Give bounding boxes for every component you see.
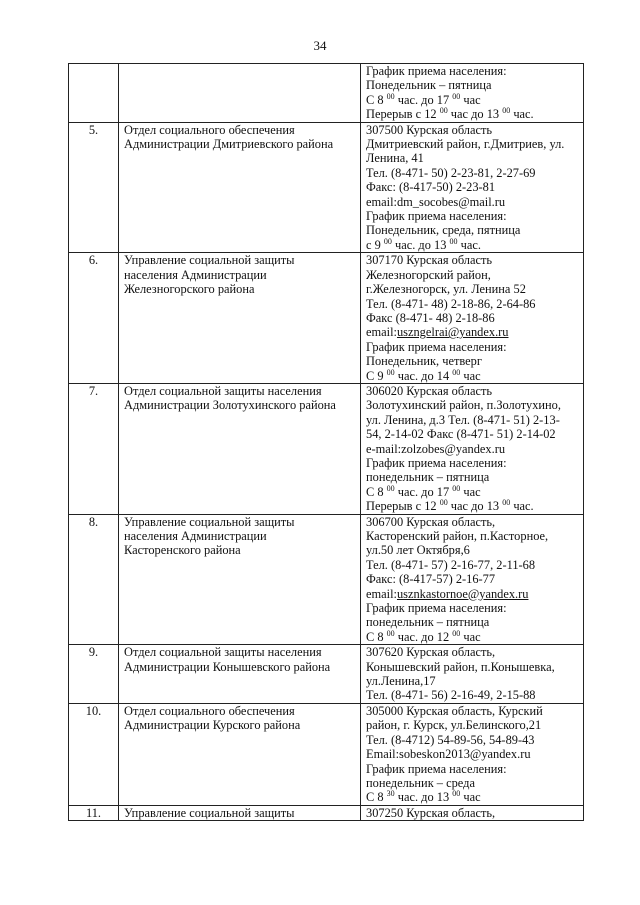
contact-info-line bbox=[366, 806, 580, 820]
email-link[interactable]: usznkastornoe@yandex.ru bbox=[396, 586, 529, 601]
agency-name-line: Администрации Золотухинского района bbox=[124, 398, 336, 413]
agency-name-line: Администрации Дмитриевского района bbox=[124, 137, 334, 152]
contact-info-line bbox=[366, 442, 580, 456]
contact-text: г.Железногорск, ул. Ленина 52 bbox=[366, 282, 526, 297]
contact-info-line bbox=[366, 601, 580, 615]
contact-text: Дмитриевский район, г.Дмитриев, ул. bbox=[366, 137, 565, 152]
table-row bbox=[69, 703, 584, 805]
contact-text: 306700 Курская область, bbox=[366, 514, 496, 529]
contact-info-cell bbox=[361, 514, 584, 645]
time-minutes-superscript: 00 bbox=[439, 499, 448, 508]
time-minutes-superscript: 00 bbox=[439, 107, 448, 116]
contact-text: С 9 bbox=[366, 368, 387, 383]
table-row bbox=[69, 514, 584, 645]
contact-info-line bbox=[366, 733, 580, 747]
contact-info-line bbox=[366, 645, 580, 659]
row-number: 11. bbox=[69, 805, 119, 820]
contact-text: час. до 13 bbox=[394, 790, 453, 805]
contact-info-line bbox=[366, 369, 580, 383]
agency-name-line: Администрации Курского района bbox=[124, 718, 301, 733]
contact-info-line bbox=[366, 166, 580, 180]
agency-name-cell bbox=[119, 122, 361, 253]
contact-text: Факс: (8-417-50) 2-23-81 bbox=[366, 180, 496, 195]
contact-text: час bbox=[460, 629, 481, 644]
contact-text: График приема населения: bbox=[366, 209, 507, 224]
contact-text: Понедельник – пятница bbox=[366, 78, 492, 93]
contact-text: понедельник – пятница bbox=[366, 615, 490, 630]
contact-text: район, г. Курск, ул.Белинского,21 bbox=[366, 718, 542, 733]
row-number: 9. bbox=[69, 645, 119, 704]
contact-text: Email:sobeskon2013@yandex.ru bbox=[366, 747, 531, 762]
agency-name-line: Администрации Конышевского района bbox=[124, 659, 331, 674]
time-minutes-superscript: 30 bbox=[386, 790, 395, 799]
contact-text: Тел. (8-471- 48) 2-18-86, 2-64-86 bbox=[366, 296, 536, 311]
contact-info-line bbox=[366, 790, 580, 804]
contact-info-line bbox=[366, 78, 580, 92]
contact-info-line bbox=[366, 180, 580, 194]
contact-text: 307620 Курская область, bbox=[366, 645, 496, 660]
row-number: 5. bbox=[69, 122, 119, 253]
table-row bbox=[69, 64, 584, 123]
email-link[interactable]: uszngelrai@yandex.ru bbox=[396, 325, 509, 340]
agency-name-cell bbox=[119, 253, 361, 384]
contact-text: час bbox=[460, 790, 481, 805]
time-minutes-superscript: 00 bbox=[386, 484, 395, 493]
agency-table-body bbox=[69, 64, 584, 821]
agency-name-cell bbox=[119, 383, 361, 514]
contact-text: Конышевский район, п.Конышевка, bbox=[366, 659, 555, 674]
contact-text: ул. Ленина, д.3 Тел. (8-471- 51) 2-13- bbox=[366, 412, 560, 427]
table-row bbox=[69, 645, 584, 704]
contact-info-cell bbox=[361, 703, 584, 805]
contact-info-line bbox=[366, 253, 580, 267]
agency-name-line: населения Администрации bbox=[124, 529, 267, 543]
contact-info-line bbox=[366, 413, 580, 427]
contact-text: Тел. (8-4712) 54-89-56, 54-89-43 bbox=[366, 732, 535, 747]
contact-info-line bbox=[366, 674, 580, 688]
time-minutes-superscript: 00 bbox=[502, 107, 511, 116]
agency-name-line: Отдел социальной защиты населения bbox=[124, 645, 322, 660]
contact-text: email: bbox=[366, 325, 397, 340]
contact-text: Тел. (8-471- 57) 2-16-77, 2-11-68 bbox=[366, 557, 536, 572]
contact-text: Касторенский район, п.Касторное, bbox=[366, 529, 549, 543]
contact-info-line bbox=[366, 238, 580, 252]
contact-text: час. до 17 bbox=[394, 484, 453, 499]
contact-info-line bbox=[366, 282, 580, 296]
contact-info-line bbox=[366, 384, 580, 398]
contact-info-line bbox=[366, 470, 580, 484]
contact-text: Факс (8-471- 48) 2-18-86 bbox=[366, 310, 495, 325]
agency-name-line: Управление социальной защиты bbox=[124, 253, 295, 268]
contact-info-line bbox=[366, 325, 580, 339]
contact-text: ул.50 лет Октября,6 bbox=[366, 543, 470, 558]
contact-info-line bbox=[366, 427, 580, 441]
table-row bbox=[69, 253, 584, 384]
contact-text: e-mail:zolzobes@yandex.ru bbox=[366, 441, 506, 456]
contact-text: ул.Ленина,17 bbox=[366, 674, 436, 689]
contact-text: С 8 bbox=[366, 92, 387, 107]
contact-info-line bbox=[366, 137, 580, 151]
contact-text: час. до 17 bbox=[394, 92, 453, 107]
contact-info-line bbox=[366, 558, 580, 572]
agency-name-line: Отдел социального обеспечения bbox=[124, 122, 295, 137]
contact-info-line bbox=[366, 747, 580, 761]
agency-name-cell bbox=[119, 805, 361, 820]
contact-text: С 8 bbox=[366, 629, 387, 644]
contact-info-line bbox=[366, 688, 580, 702]
contact-text: 307250 Курская область, bbox=[366, 805, 496, 820]
time-minutes-superscript: 00 bbox=[386, 368, 395, 377]
contact-info-line bbox=[366, 718, 580, 732]
contact-text: Перерыв с 12 bbox=[366, 499, 440, 514]
contact-info-line bbox=[366, 209, 580, 223]
agency-name-cell bbox=[119, 64, 361, 123]
contact-info-line bbox=[366, 543, 580, 557]
row-number: 7. bbox=[69, 383, 119, 514]
contact-text: С 8 bbox=[366, 484, 387, 499]
contact-text: Тел. (8-471- 50) 2-23-81, 2-27-69 bbox=[366, 165, 536, 180]
table-row bbox=[69, 383, 584, 514]
contact-info-line bbox=[366, 485, 580, 499]
agency-name-line: Управление социальной защиты bbox=[124, 514, 295, 529]
contact-text: Железногорский район, bbox=[366, 267, 491, 282]
contact-info-cell bbox=[361, 383, 584, 514]
contact-text: График приема населения: bbox=[366, 455, 507, 470]
contact-info-line bbox=[366, 195, 580, 209]
row-number: 8. bbox=[69, 514, 119, 645]
contact-info-line bbox=[366, 762, 580, 776]
contact-text: 307500 Курская область bbox=[366, 122, 493, 137]
time-minutes-superscript: 00 bbox=[452, 790, 461, 799]
contact-text: Понедельник, четверг bbox=[366, 354, 482, 369]
contact-text: Перерыв с 12 bbox=[366, 107, 440, 122]
agency-name-line: Касторенского района bbox=[124, 543, 241, 558]
contact-info-line bbox=[366, 151, 580, 165]
contact-info-line bbox=[366, 704, 580, 718]
contact-info-line bbox=[366, 572, 580, 586]
contact-text: Понедельник, среда, пятница bbox=[366, 223, 521, 238]
contact-info-line bbox=[366, 515, 580, 529]
page-number: 34 bbox=[313, 38, 327, 53]
contact-text: час bbox=[460, 92, 481, 107]
contact-text: Ленина, 41 bbox=[366, 151, 424, 166]
time-minutes-superscript: 00 bbox=[452, 368, 461, 377]
time-minutes-superscript: 00 bbox=[386, 92, 395, 101]
contact-info-cell bbox=[361, 64, 584, 123]
contact-info-line bbox=[366, 297, 580, 311]
contact-text: час bbox=[460, 484, 481, 499]
contact-text: час. до 14 bbox=[394, 368, 453, 383]
contact-info-line bbox=[366, 223, 580, 237]
agency-name-line: Отдел социального обеспечения bbox=[124, 703, 295, 718]
contact-info-cell bbox=[361, 645, 584, 704]
time-minutes-superscript: 00 bbox=[502, 499, 511, 508]
row-number bbox=[69, 64, 119, 123]
contact-text: 305000 Курская область, Курский bbox=[366, 703, 543, 718]
agency-table bbox=[68, 63, 584, 821]
contact-info-line bbox=[366, 398, 580, 412]
contact-text: График приема населения: bbox=[366, 761, 507, 776]
time-minutes-superscript: 00 bbox=[386, 629, 395, 638]
row-number: 10. bbox=[69, 703, 119, 805]
contact-text: 54, 2-14-02 Факс (8-471- 51) 2-14-02 bbox=[366, 427, 556, 442]
contact-info-line bbox=[366, 107, 580, 121]
agency-name-line: Отдел социальной защиты населения bbox=[124, 383, 322, 398]
agency-name-line: населения Администрации bbox=[124, 267, 267, 282]
contact-text: С 8 bbox=[366, 790, 387, 805]
contact-info-line bbox=[366, 615, 580, 629]
contact-text: График приема населения: bbox=[366, 64, 507, 78]
contact-text: 306020 Курская область bbox=[366, 383, 493, 398]
time-minutes-superscript: 00 bbox=[449, 237, 458, 246]
contact-text: email: bbox=[366, 586, 397, 601]
contact-info-line bbox=[366, 340, 580, 354]
contact-text: понедельник – пятница bbox=[366, 470, 490, 485]
contact-info-line bbox=[366, 123, 580, 137]
contact-info-line bbox=[366, 587, 580, 601]
contact-text: час. bbox=[457, 237, 481, 252]
contact-info-line bbox=[366, 630, 580, 644]
contact-text: Факс: (8-417-57) 2-16-77 bbox=[366, 572, 496, 587]
contact-info-line bbox=[366, 499, 580, 513]
row-number: 6. bbox=[69, 253, 119, 384]
time-minutes-superscript: 00 bbox=[452, 92, 461, 101]
contact-text: Золотухинский район, п.Золотухино, bbox=[366, 398, 561, 413]
agency-name-line: Железногорского района bbox=[124, 282, 255, 297]
contact-text: email:dm_socobes@mail.ru bbox=[366, 194, 506, 209]
contact-text: График приема населения: bbox=[366, 601, 507, 616]
contact-text: час. до 13 bbox=[391, 237, 450, 252]
contact-info-line bbox=[366, 64, 580, 78]
contact-text: понедельник – среда bbox=[366, 775, 475, 790]
contact-info-line bbox=[366, 529, 580, 543]
contact-info-cell bbox=[361, 805, 584, 820]
contact-text: час. bbox=[510, 499, 534, 514]
agency-name-cell bbox=[119, 514, 361, 645]
contact-info-line bbox=[366, 93, 580, 107]
agency-name-line: Управление социальной защиты bbox=[124, 805, 295, 820]
agency-name-cell bbox=[119, 703, 361, 805]
contact-text: 307170 Курская область bbox=[366, 253, 493, 268]
table-row bbox=[69, 122, 584, 253]
contact-text: График приема населения: bbox=[366, 339, 507, 354]
contact-text: час. bbox=[510, 107, 534, 122]
contact-text: Тел. (8-471- 56) 2-16-49, 2-15-88 bbox=[366, 688, 536, 703]
table-row bbox=[69, 805, 584, 820]
contact-text: час до 13 bbox=[447, 107, 503, 122]
contact-text: час bbox=[460, 368, 481, 383]
contact-info-line bbox=[366, 354, 580, 368]
contact-text: час до 13 bbox=[447, 499, 503, 514]
contact-info-line bbox=[366, 311, 580, 325]
contact-info-cell bbox=[361, 253, 584, 384]
time-minutes-superscript: 00 bbox=[452, 484, 461, 493]
agency-name-cell bbox=[119, 645, 361, 704]
contact-text: с 9 bbox=[366, 237, 384, 252]
contact-info-line bbox=[366, 776, 580, 790]
contact-info-line bbox=[366, 660, 580, 674]
contact-info-line bbox=[366, 268, 580, 282]
contact-info-cell bbox=[361, 122, 584, 253]
time-minutes-superscript: 00 bbox=[383, 237, 392, 246]
contact-text: час. до 12 bbox=[394, 629, 453, 644]
contact-info-line bbox=[366, 456, 580, 470]
time-minutes-superscript: 00 bbox=[452, 629, 461, 638]
